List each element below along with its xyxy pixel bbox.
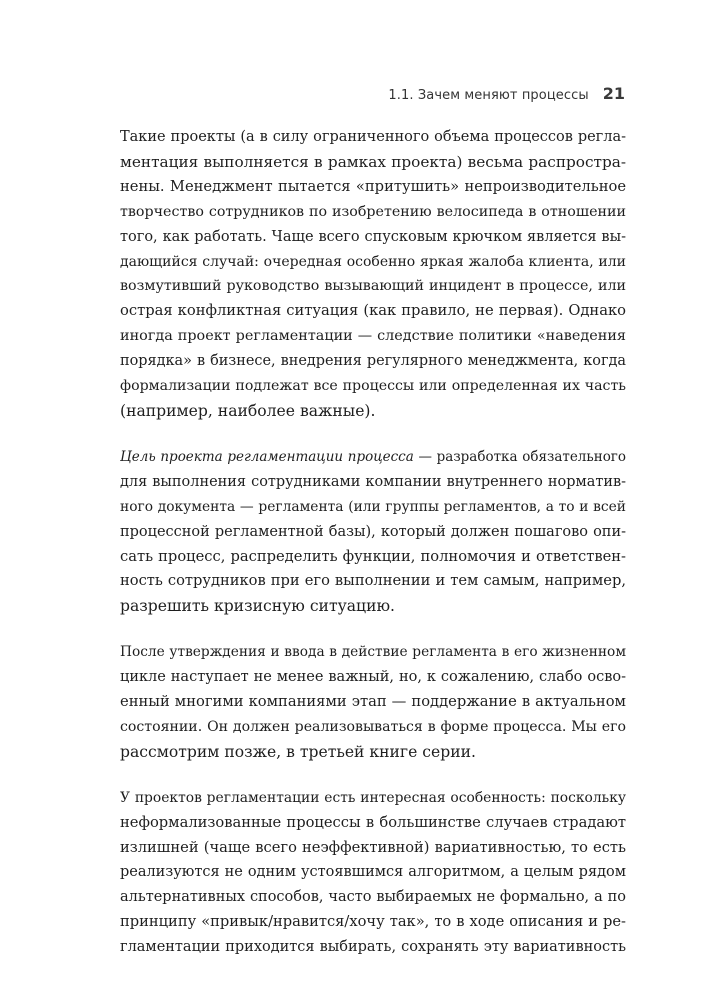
- text-line: принципу «привык/нравится/хочу так», то в ходе описания и ре-: [120, 913, 626, 931]
- text-line: (например, наиболее важные).: [120, 401, 376, 420]
- text-line: того, как работать. Чаще всего спусковым крючком является вы-: [120, 228, 626, 245]
- text-line: гламентации приходится выбирать, сохранять эту вариативность: [120, 939, 626, 956]
- text-line: формализации подлежат все процессы или определенная их часть: [120, 378, 626, 395]
- running-header: [388, 84, 625, 103]
- text-line: порядка» в бизнесе, внедрения регулярного менеджмента, когда: [120, 353, 626, 370]
- text-line: состоянии. Он должен реализовываться в форме процесса. Мы его: [120, 718, 626, 735]
- text-line: разрешить кризисную ситуацию.: [120, 597, 395, 616]
- text-line: иногда проект регламентации — следствие политики «наведения: [120, 328, 626, 345]
- text-line: После утверждения и ввода в действие регламента в его жизненном: [120, 644, 626, 661]
- text-line: неформализованные процессы в большинстве случаев страдают: [120, 813, 626, 831]
- paragraph-1: [120, 125, 626, 424]
- text-line: цикле наступает не менее важный, но, к сожалению, слабо осво-: [120, 669, 626, 686]
- section-title: 1.1. Зачем меняют процессы: [388, 88, 589, 103]
- text-line: ность сотрудников при его выполнении и тем самым, например,: [120, 572, 626, 590]
- text-line: Такие проекты (а в силу ограниченного объема процессов регла-: [120, 129, 626, 145]
- text-line: альтернативных способов, часто выбираемых не формально, а по: [120, 889, 626, 906]
- text-fragment: — разработка обязательного: [413, 448, 626, 465]
- text-line: реализуются не одним устоявшимся алгоритмом, а целым рядом: [120, 864, 626, 881]
- text-line: ментация выполняется в рамках проекта) весьма распростра-: [120, 152, 626, 171]
- text-line: процессной регламентной базы), который должен пошагово опи-: [120, 523, 626, 540]
- text-line: излишней (чаще всего неэффективной) вариативностью, то есть: [120, 838, 626, 856]
- paragraph-2: [120, 445, 626, 619]
- text-line: для выполнения сотрудниками компании внутреннего норматив-: [120, 473, 626, 490]
- paragraph-4: [120, 786, 626, 960]
- text-line: [120, 445, 626, 470]
- text-line: У проектов регламентации есть интересная особенность: поскольку: [120, 789, 626, 806]
- paragraph-3: [120, 640, 626, 765]
- text-line: рассмотрим позже, в третьей книге серии.: [120, 742, 476, 761]
- text-line: дающийся случай: очередная особенно яркая жалоба клиента, или: [120, 253, 626, 270]
- text-line: нены. Менеджмент пытается «притушить» непроизводительное: [120, 177, 626, 195]
- page-number: 21: [602, 84, 625, 103]
- text-line: ного документа — регламента (или группы регламентов, а то и всей: [120, 498, 626, 515]
- text-line: творчество сотрудников по изобретению велосипеда в отношении: [120, 203, 626, 220]
- text-line: возмутивший руководство вызывающий инцидент в процессе, или: [120, 278, 626, 295]
- text-line: острая конфликтная ситуация (как правило, не первая). Однако: [120, 302, 626, 320]
- body-text: [120, 125, 626, 981]
- italic-term: Цель проекта регламентации процесса: [120, 448, 414, 465]
- text-line: сать процесс, распределить функции, полномочия и ответствен-: [120, 547, 626, 565]
- text-line: енный многими компаниями этап — поддержание в актуальном: [120, 693, 626, 711]
